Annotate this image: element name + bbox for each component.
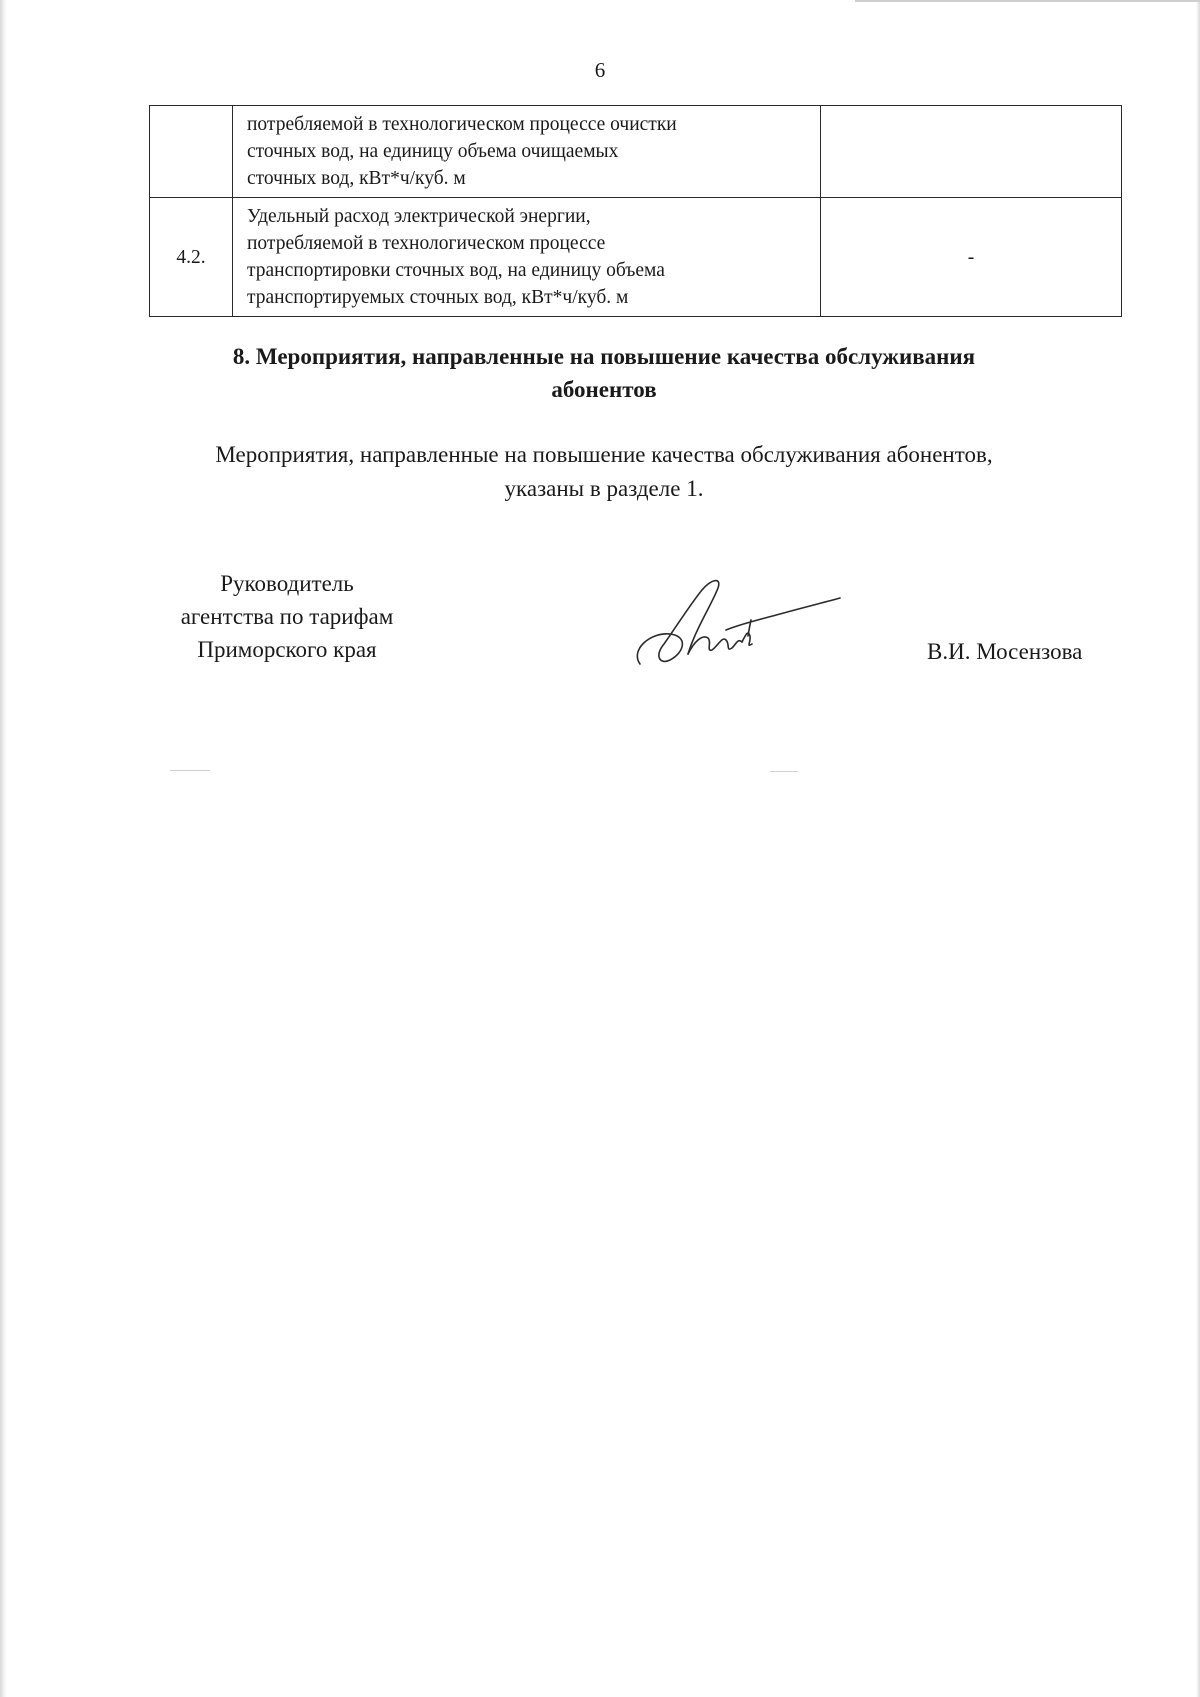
scan-speck [770,771,798,772]
row-number-cell: 4.2. [150,198,233,317]
signer-position [142,567,432,666]
section-heading-line: абонентов [551,377,657,402]
table-row [150,106,1122,198]
row-value-cell: - [821,198,1122,317]
scan-edge-left [0,0,7,1697]
row-number-cell [150,106,233,198]
indicators-table [149,105,1122,317]
section-paragraph [0,438,1200,506]
description-line: транспортировки сточных вод, на единицу объема [247,260,665,281]
section-heading-line: 8. Мероприятия, направленные на повышение качества обслуживания [232,344,976,369]
handwritten-signature [630,572,845,672]
signer-position-line: Приморского края [197,637,377,662]
description-line: сточных вод, кВт*ч/куб. м [247,168,466,189]
page-number: 6 [594,58,606,82]
row-value-cell [821,106,1122,198]
row-description-cell [233,106,821,198]
description-line: потребляемой в технологическом процессе очистки [247,114,677,135]
row-description-cell [233,198,821,317]
scan-speck [170,770,210,771]
signer-name: В.И. Мосензова [927,639,1083,664]
table-row [150,198,1122,317]
scan-edge-right [1196,0,1200,1697]
signer-position-line: агентства по тарифам [180,604,394,629]
section-paragraph-line: указаны в разделе 1. [504,476,704,501]
description-line: Удельный расход электрической энергии, [247,206,591,227]
scan-top-mark [855,0,1200,2]
description-line: транспортируемых сточных вод, кВт*ч/куб. м [247,287,629,308]
description-line: потребляемой в технологическом процессе [247,233,606,254]
description-line: сточных вод, на единицу объема очищаемых [247,141,619,162]
signer-position-line: Руководитель [220,571,354,596]
section-paragraph-line: Мероприятия, направленные на повышение качества обслуживания абонентов, [215,442,993,467]
section-heading [0,340,1200,406]
